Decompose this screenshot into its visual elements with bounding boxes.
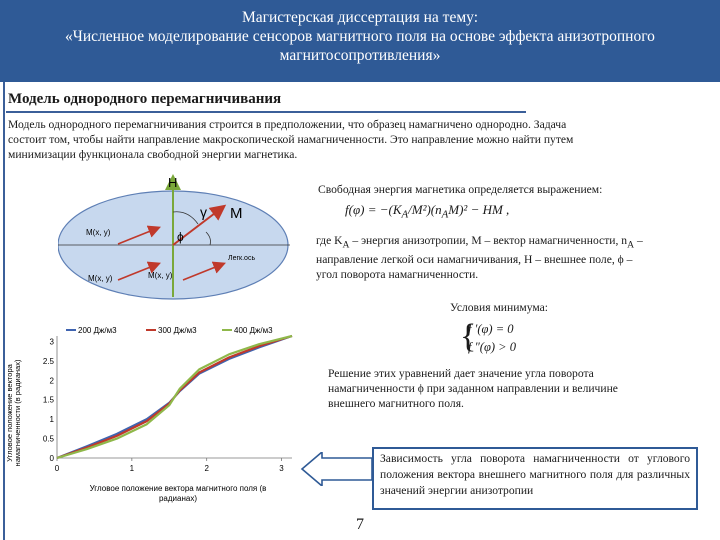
chart-ylabel-2: намагниченности (в радианах) (13, 359, 22, 467)
chart-series-group (57, 336, 292, 458)
where-sub-a: A (342, 239, 350, 251)
min-cond-2: f ″(φ) > 0 (468, 340, 516, 354)
mxy-label-1: M(x, y) (86, 228, 111, 237)
m-label: M (230, 205, 243, 222)
header-line-3: магнитосопротивления» (279, 47, 441, 64)
intro-line-2: состоит том, чтобы найти направление макроскопической намагниченности. Это направление можно найти путем (8, 133, 574, 146)
where-line-3: угол поворота намагниченности. (316, 268, 479, 282)
min-cond-1: f ′(φ) = 0 (468, 322, 514, 336)
phi-label: ϕ (177, 230, 184, 244)
page-number: 7 (356, 516, 364, 533)
brace-icon: { (460, 318, 477, 355)
chart-x-tick-label: 1 (129, 464, 135, 473)
chart-x-tick-label: 3 (279, 464, 284, 473)
energy-formula-a: f(φ) = −(K (345, 202, 402, 217)
pointer-arrow (300, 452, 374, 486)
note-box: Зависимость угла поворота намагниченности от углового положения вектора внешнего магнитного поля для различных значений энергии анизотропии (372, 447, 698, 510)
left-arrow-icon (302, 452, 372, 486)
energy-formula-sub-b: A (441, 208, 449, 221)
chart-series-line (57, 336, 292, 458)
energy-formula-b: /M²)(n (408, 202, 442, 217)
chart-ylabel-1: Угловое положение вектора (5, 364, 14, 462)
mxy-label-3: M(x, y) (148, 271, 173, 280)
section-title: Модель однородного перемагничивания (8, 91, 282, 107)
chart-y-tick-label: 0.5 (42, 434, 54, 444)
where-line-2: направление легкой оси намагничивания, H – внешнее поле, ϕ – (316, 253, 633, 267)
chart-legend-label: 400 Дж/м3 (234, 326, 273, 335)
minimum-title: Условия минимума: (450, 301, 549, 314)
easy-axis-label: Легк.ось (228, 255, 256, 262)
mxy-label-2: M(x, y) (88, 274, 113, 283)
intro-paragraph (8, 117, 714, 162)
solution-paragraph (328, 366, 618, 411)
solution-line-1: Решение этих уравнений дает значение угла поворота (328, 367, 594, 380)
where-paragraph (316, 233, 716, 282)
chart-y-tick-label: 1.5 (42, 395, 54, 405)
chart-legend-label: 200 Дж/м3 (78, 326, 117, 335)
intro-line-1: Модель однородного перемагничивания строится в предположении, что образец намагничено однородно. Задача (8, 118, 567, 131)
solution-line-3: внешнего магнитного поля. (328, 397, 464, 410)
energy-intro: Свободная энергия магнетика определяется выражением: (318, 183, 603, 196)
magnetization-diagram (58, 172, 308, 302)
where-line-1a: где K (316, 234, 343, 247)
energy-formula-c: M)² − HM , (448, 202, 510, 217)
energy-formula (345, 202, 509, 221)
where-sub-b: A (627, 239, 635, 251)
slide-header (0, 0, 720, 82)
where-line-1 (316, 233, 716, 252)
rotation-angle-chart (0, 318, 310, 510)
solution-line-2: намагниченности ϕ при заданном направлении и величине (328, 382, 618, 395)
chart-legend-label: 300 Дж/м3 (158, 326, 197, 335)
chart-y-tick-label: 2 (49, 376, 54, 386)
where-line-1b: – энергия анизотропии, M – вектор намагниченности, n (349, 234, 628, 247)
chart-y-tick-label: 2.5 (42, 356, 54, 366)
chart-x-tick-label: 0 (54, 464, 60, 473)
intro-line-3: минимизации функционала свободной энергии магнетика. (8, 148, 298, 161)
chart-x-tick-label: 2 (204, 464, 209, 473)
chart-y-tick-label: 0 (49, 454, 54, 463)
h-label: H (168, 175, 178, 190)
where-line-1c: – (634, 234, 643, 247)
chart-y-tick-label: 1 (49, 415, 54, 425)
gamma-label: γ (200, 204, 207, 220)
chart-y-tick-label: 3 (49, 337, 54, 347)
header-line-1: Магистерская диссертация на тему: (241, 9, 478, 26)
chart-xlabel-1: Угловое положение вектора магнитного поля (в (89, 484, 267, 493)
minimum-conditions (460, 318, 516, 356)
energy-formula-sub-a: A (401, 208, 409, 221)
section-underline (6, 111, 526, 113)
chart-xlabel-2: радианах) (158, 494, 198, 503)
header-line-2: «Численное моделирование сенсоров магнитного поля на основе эффекта анизотропного (65, 28, 655, 45)
